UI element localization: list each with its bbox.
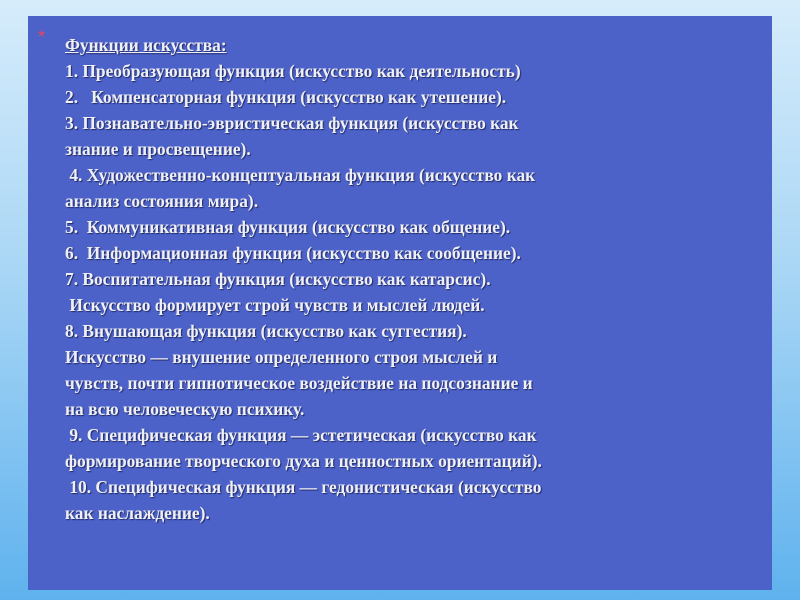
text-line: 5. Коммуникативная функция (искусство как общение). <box>65 217 511 237</box>
text-line: 3. Познавательно-эвристическая функция (искусство как <box>65 113 519 133</box>
text-line: знание и просвещение). <box>65 139 251 159</box>
text-line: 7. Воспитательная функция (искусство как катарсис). <box>65 269 491 289</box>
text-line: 10. Специфическая функция — гедонистическая (искусство <box>65 477 542 497</box>
text-line: чувств, почти гипнотическое воздействие на подсознание и <box>65 373 533 393</box>
text-line: как наслаждение). <box>65 503 210 523</box>
text-line: на всю человеческую психику. <box>65 399 305 419</box>
text-line: анализ состояния мира). <box>65 191 259 211</box>
slide-text <box>65 32 765 526</box>
text-line: 9. Специфическая функция — эстетическая (искусство как <box>65 425 537 445</box>
text-line: 1. Преобразующая функция (искусство как деятельность) <box>65 61 521 81</box>
text-line: Искусство формирует строй чувств и мыслей людей. <box>65 295 485 315</box>
slide-heading: Функции искусства: <box>65 35 227 55</box>
text-line: 8. Внушающая функция (искусство как суггестия). <box>65 321 467 341</box>
asterisk-bullet-icon: * <box>38 27 46 47</box>
text-line: формирование творческого духа и ценностных ориентаций). <box>65 451 542 471</box>
slide-panel <box>28 16 772 590</box>
text-line: 6. Информационная функция (искусство как сообщение). <box>65 243 521 263</box>
text-line: 4. Художественно-концептуальная функция (искусство как <box>65 165 536 185</box>
text-line: Искусство — внушение определенного строя мыслей и <box>65 347 498 367</box>
text-line: 2. Компенсаторная функция (искусство как утешение). <box>65 87 507 107</box>
